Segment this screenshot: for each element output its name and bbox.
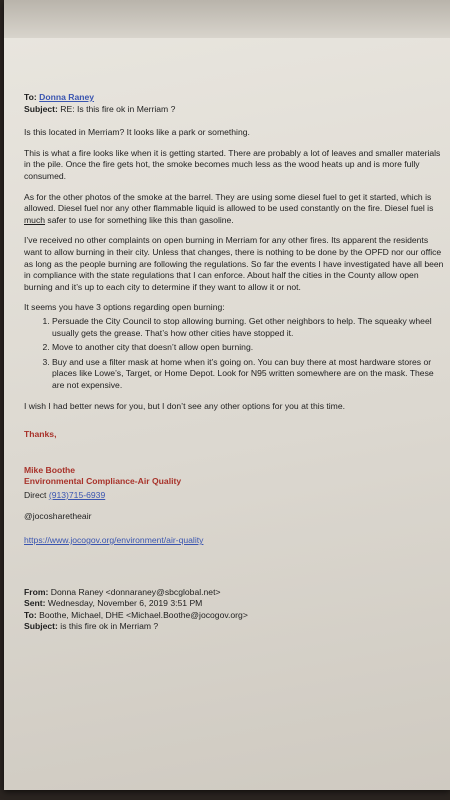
email-body (24, 92, 444, 633)
from-label: From: (24, 586, 49, 597)
to-recipient[interactable]: Donna Raney (39, 92, 95, 102)
option-item: 1. Persuade the City Council to stop allowing burning. Get other neighbors to help. The squeaky wheel usually gets the grease. That’s how other cities have stopped it. (52, 316, 444, 339)
direct-label: Direct (24, 489, 49, 500)
sent-label: Sent: (24, 598, 46, 609)
option-item: 3. Buy and use a filter mask at home when it’s going on. You can buy there at most hardware stores or places like Lowe’s, Target, or Home Depot. Look for N95 written somewhere are on the mask. These are not expensive. (52, 357, 444, 392)
paragraph-2: This is what a fire looks like when it is getting started. There are probably a lot of leaves and smaller materials in the pile. Once the fire gets hot, the smoke becomes much less as the wood heats up and is more fully consumed. (24, 147, 441, 181)
paragraph-1: Is this located in Merriam? It looks like a park or something. (24, 127, 250, 138)
emphasis-much: much (24, 214, 46, 225)
website-link[interactable]: https://www.jocogov.org/environment/air-quality (24, 535, 204, 546)
subject-label: Subject: (24, 103, 58, 114)
paragraph-6: I wish I had better news for you, but I don’t see any other options for you at this time. (24, 401, 346, 412)
phone-link[interactable]: (913)715-6939 (48, 489, 106, 500)
from-value: Donna Raney <donnaraney@sbcglobal.net> (48, 586, 221, 597)
paragraph-4: I’ve received no other complaints on open burning in Merriam for any other fires. Its apparent the residents want to allow burning in their city. Unless that changes, there is nothing to be done by the OPFD nor our office as long as the people burning are following the regulations. So far the events I have investigated have all been in compliance with the state regulations that I can enforce. About half the cities in the County allow open burning and it’s up to each city to determine if they want to allow it or not. (24, 235, 444, 292)
paragraph-3 (24, 192, 444, 227)
option-item: 2. Move to another city that doesn’t allow open burning. (52, 342, 444, 354)
fwd-to-value: Boothe, Michael, DHE <Michael.Boothe@jocogov.org> (36, 609, 248, 620)
paragraph-5: It seems you have 3 options regarding open burning: (24, 302, 225, 313)
paragraph-3-start: As for the other photos of the smoke at the barrel. They are using some diesel fuel to get it started, which is allowed. Diesel fuel nor any other flammable liquid is allowed to be used constantly on the fire. Diesel fuel is (24, 191, 434, 214)
options-list (38, 316, 444, 392)
paragraph-3-end: safer to use for something like this than gasoline. (45, 214, 234, 225)
document-page (4, 0, 450, 790)
sent-value: Wednesday, November 6, 2019 3:51 PM (45, 598, 203, 609)
closing: Thanks, (24, 429, 57, 440)
fwd-subject-label: Subject: (24, 621, 58, 632)
signature-name: Mike Boothe (24, 464, 76, 475)
page-shadow (4, 0, 450, 38)
twitter-handle: @jocosharetheair (24, 511, 92, 522)
signature-block (24, 465, 444, 547)
forwarded-header (24, 587, 444, 633)
email-header (24, 92, 444, 115)
signature-title: Environmental Compliance-Air Quality (24, 476, 182, 487)
to-label: To: (24, 92, 37, 102)
fwd-subject-value: is this fire ok in Merriam ? (57, 621, 159, 632)
fwd-to-label: To: (24, 609, 37, 620)
subject-text: RE: Is this fire ok in Merriam ? (60, 103, 176, 114)
